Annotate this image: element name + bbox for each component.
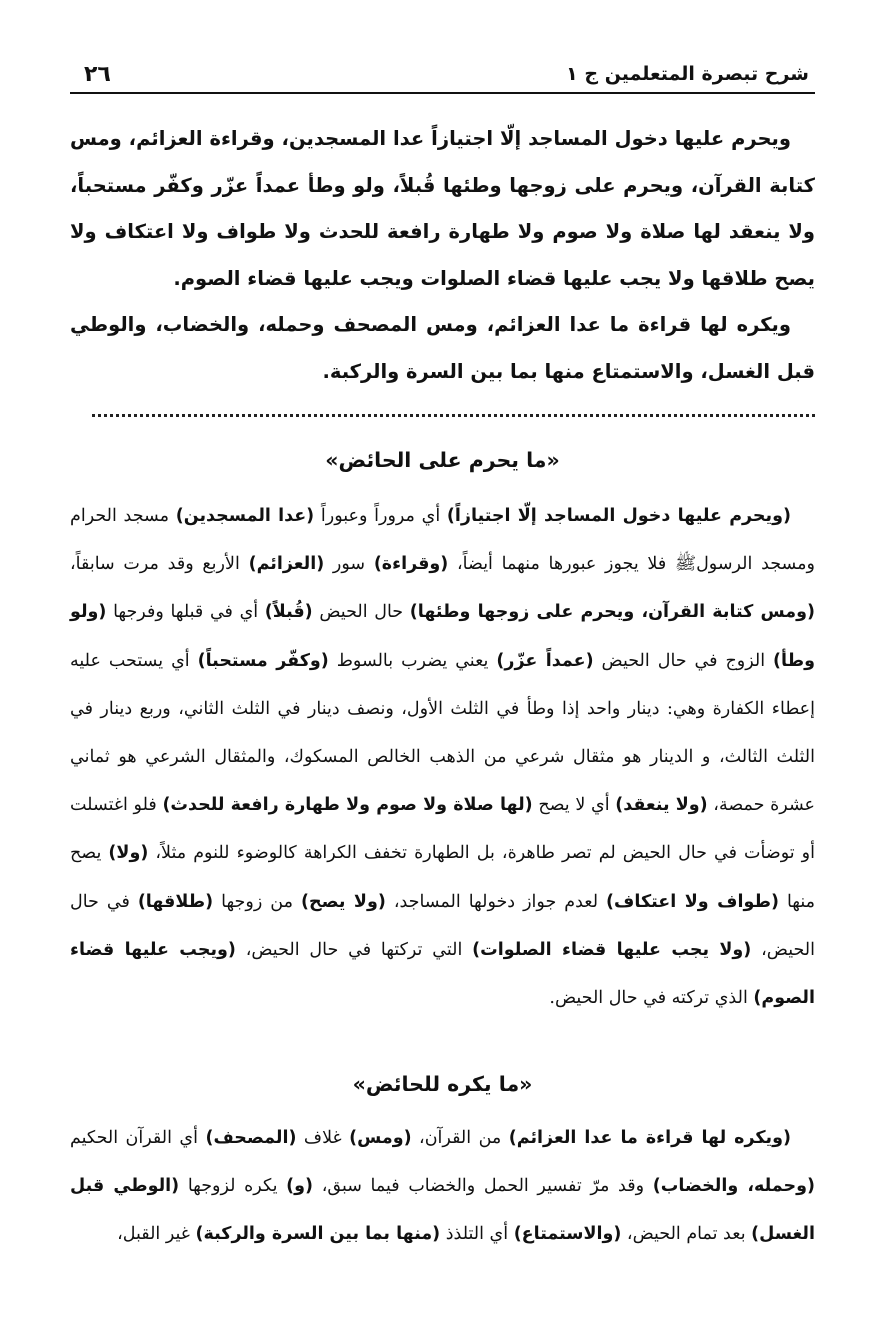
commentary-text: من القرآن، [411, 1128, 509, 1148]
commentary-section-1 [70, 492, 815, 1022]
quoted-matn: (ولا ينعقد) [615, 795, 708, 816]
commentary-text: أي القرآن الحكيم [70, 1128, 206, 1148]
section-heading-makruh: «ما يكره للحائض» [352, 1072, 533, 1096]
commentary-text: حال الحيض [312, 602, 410, 623]
quoted-matn: (ومس كتابة القرآن، ويحرم على زوجها وطئها) [409, 602, 815, 623]
commentary-text: غير القبل، [117, 1224, 196, 1245]
book-page [70, 0, 815, 1324]
quoted-matn: (و) [286, 1176, 314, 1197]
commentary-paragraph [70, 492, 815, 1022]
commentary-text: مسجد الحرام ومسجد الرسولﷺ فلا يجوز عبورها منهما أيضاً، [70, 506, 815, 575]
quoted-matn: (ولا يجب عليها قضاء الصلوات) [472, 939, 752, 960]
commentary-text: الذي تركته في حال الحيض. [549, 988, 754, 1009]
quoted-matn: (عدا المسجدين) [175, 506, 315, 526]
matn-text [70, 116, 815, 395]
commentary-text: الأربع وقد مرت سابقاً، [70, 554, 249, 575]
matn-paragraph-1: ويحرم عليها دخول المساجد إلّا اجتيازاً عدا المسجدين، وقراءة العزائم، ومس كتابة القرآن، ويحرم على زوجها وطئها قُبلاً، ولو وطأ عمداً عزّر وكفّر مستحباً، ولا ينعقد لها صلاة ولا صوم ولا طهارة رافعة للحدث ولا طواف ولا اعتكاف ولا يصح طلاقها ولا يجب عليها قضاء الصلوات ويجب عليها قضاء الصوم. [70, 127, 815, 290]
page-number: ٢٦ [84, 61, 111, 87]
quoted-matn: (ولا) [108, 843, 149, 864]
quoted-matn: (ويحرم عليها دخول المساجد إلّا اجتيازاً) [446, 506, 791, 526]
commentary-text: أي التلذذ [440, 1224, 514, 1245]
commentary-text: فلو اغتسلت أو توضأت في حال الحيض لم تصر طاهرة، بل الطهارة تخفف الكراهة كالوضوء للنوم مثلاً، [70, 795, 815, 864]
commentary-text: يعني يضرب بالسوط [328, 650, 497, 671]
quoted-matn: (وحمله، والخضاب) [652, 1176, 816, 1197]
quoted-matn: (العزائم) [248, 554, 325, 575]
commentary-text: في حال الحيض، [70, 891, 816, 960]
quoted-matn: (ويجب عليها قضاء الصوم) [70, 939, 815, 1009]
quoted-matn: (عمداً عزّر) [496, 650, 594, 671]
commentary-text: من زوجها [213, 891, 301, 912]
commentary-text: بعد تمام الحيض، [621, 1224, 752, 1245]
commentary-text: أي في قبلها وفرجها [106, 602, 265, 623]
dotted-separator [92, 414, 815, 417]
commentary-paragraph [70, 1114, 815, 1259]
quoted-matn: (وقراءة) [373, 554, 449, 575]
quoted-matn: (قُبلاً) [264, 602, 313, 623]
quoted-matn: (لها صلاة ولا صوم ولا طهارة رافعة للحدث) [162, 795, 533, 816]
commentary-text: وقد مرّ تفسير الحمل والخضاب فيما سبق، [313, 1176, 653, 1197]
commentary-text: الزوج في حال الحيض [593, 650, 774, 671]
quoted-matn: (طلاقها) [137, 891, 214, 912]
page-header [70, 56, 815, 94]
commentary-text: أي لا يصح [532, 795, 616, 816]
quoted-matn: (ومس) [349, 1128, 412, 1148]
quoted-matn: (منها بما بين السرة والركبة) [195, 1224, 441, 1245]
quoted-matn: (ولو وطأ) [70, 602, 815, 671]
quoted-matn: (والاستمتاع) [513, 1224, 622, 1245]
commentary-text: أي مروراً وعبوراً [314, 506, 447, 526]
commentary-section-2 [70, 1114, 815, 1259]
quoted-matn: (المصحف) [205, 1128, 297, 1148]
quoted-matn: (طواف ولا اعتكاف) [606, 891, 779, 912]
quoted-matn: (الوطي قبل الغسل) [70, 1176, 815, 1245]
commentary-text: غلاف [296, 1128, 350, 1148]
commentary-text: أي يستحب عليه إعطاء الكفارة وهي: دينار واحد إذا وطأ في الثلث الأول، ونصف دينار في الثلث الثاني، وربع دينار في الثلث الثالث، و الدينار هو مثقال شرعي من الذهب الخالص المسكوك، والمثقال الشرعي هو ثماني عشرة حمصة، [70, 650, 816, 816]
section-heading-haram: «ما يحرم على الحائض» [325, 448, 560, 472]
quoted-matn: (ويكره لها قراءة ما عدا العزائم) [508, 1128, 791, 1148]
matn-paragraph-2: ويكره لها قراءة ما عدا العزائم، ومس المصحف وحمله، والخضاب، والوطي قبل الغسل، والاستمتاع منها بما بين السرة والركبة. [70, 313, 815, 383]
commentary-text: يكره لزوجها [179, 1176, 287, 1197]
book-title: شرح تبصرة المتعلمين ج ١ [566, 63, 809, 85]
commentary-text: يصح منها [70, 843, 815, 912]
commentary-text: لعدم جواز دخولها المساجد، [385, 891, 607, 912]
quoted-matn: (ولا يصح) [300, 891, 386, 912]
commentary-text: سور [324, 554, 374, 575]
quoted-matn: (وكفّر مستحباً) [197, 650, 329, 671]
commentary-text: التي تركتها في حال الحيض، [235, 939, 473, 960]
